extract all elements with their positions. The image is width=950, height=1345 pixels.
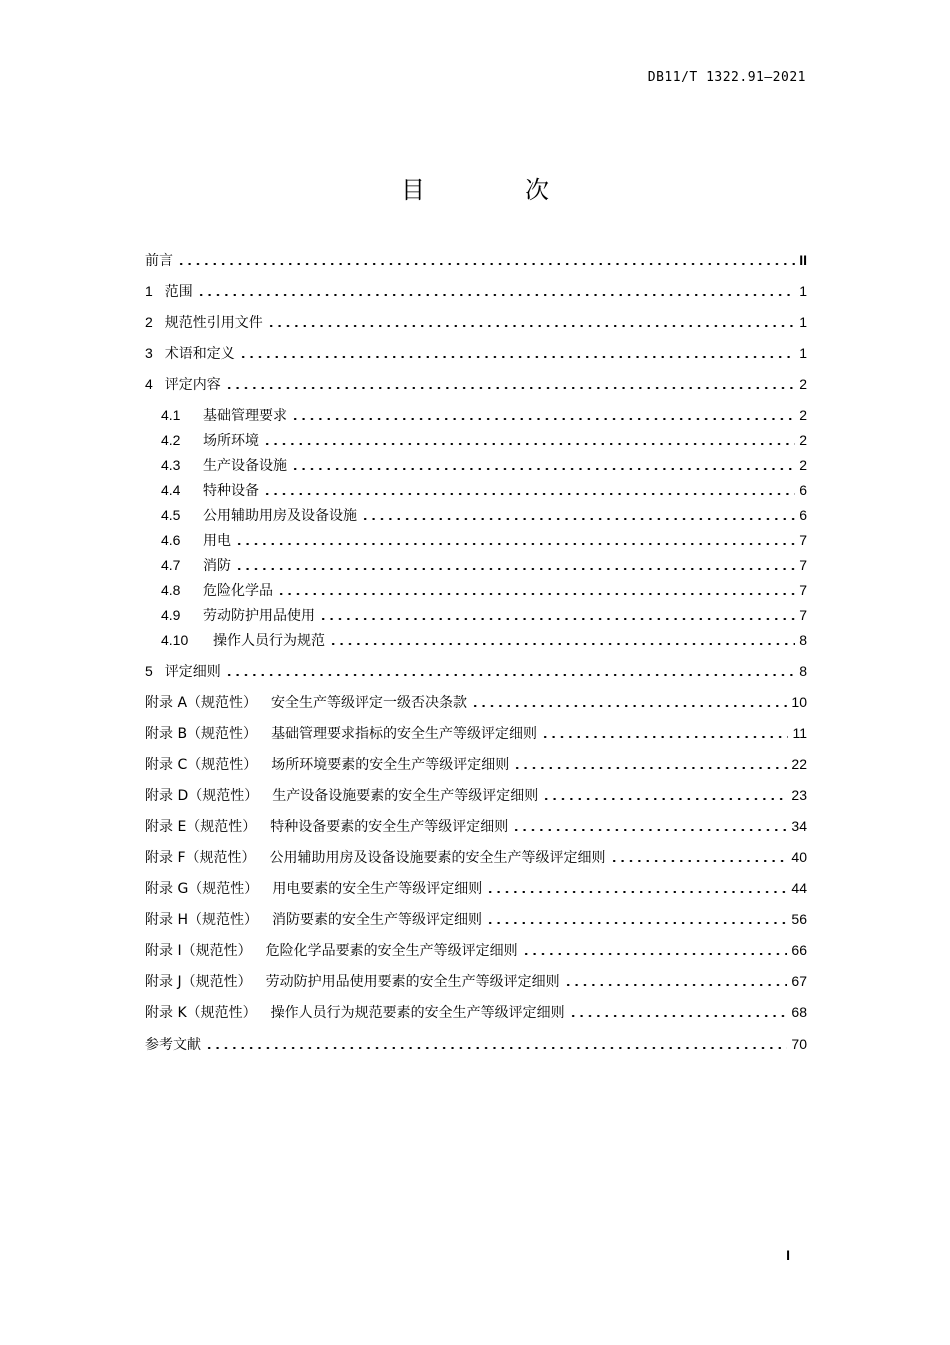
toc-entry-page: 68 — [791, 1004, 807, 1020]
toc-leader-dots — [263, 493, 795, 495]
toc-entry[interactable] — [145, 722, 807, 744]
toc-entry-number: 4.3 — [161, 457, 181, 473]
toc-leader-dots — [197, 294, 795, 296]
toc-entry-label: 规范性引用文件 — [164, 315, 263, 331]
toc-leader-dots — [522, 953, 788, 955]
toc-entry-page: 66 — [791, 942, 807, 958]
toc-entry[interactable] — [145, 1001, 807, 1023]
toc-entry[interactable] — [145, 342, 807, 364]
toc-leader-dots — [486, 891, 787, 893]
toc-entry-label: 危险化学品要素的安全生产等级评定细则 — [265, 943, 518, 959]
toc-entry-page: 2 — [799, 457, 807, 473]
toc-entry-page: 7 — [799, 532, 807, 548]
toc-entry-label: 术语和定义 — [164, 346, 235, 362]
toc-entry-label: 场所环境要素的安全生产等级评定细则 — [271, 757, 510, 773]
toc-entry-number: 1 — [145, 283, 153, 299]
toc-leader-dots — [291, 468, 795, 470]
document-code: DB11/T 1322.91—2021 — [647, 70, 806, 85]
toc-entry-label: 用电要素的安全生产等级评定细则 — [272, 881, 483, 897]
toc-entry-number: 4.4 — [161, 482, 181, 498]
toc-entry[interactable] — [145, 604, 807, 626]
toc-entry-appendix-prefix: 附录 B（规范性） — [145, 726, 258, 742]
toc-entry[interactable] — [145, 970, 807, 992]
toc-leader-dots — [564, 984, 788, 986]
toc-entry-page: 10 — [791, 694, 807, 710]
toc-leader-dots — [225, 387, 795, 389]
toc-entry-label: 基础管理要求指标的安全生产等级评定细则 — [271, 726, 538, 742]
toc-entry[interactable] — [145, 877, 807, 899]
toc-entry[interactable] — [145, 784, 807, 806]
toc-leader-dots — [235, 568, 795, 570]
toc-entry-label: 范围 — [164, 284, 193, 300]
toc-entry-page: 2 — [799, 407, 807, 423]
toc-entry-label: 危险化学品 — [203, 583, 273, 599]
toc-entry-page: II — [799, 252, 807, 268]
toc-entry-appendix-prefix: 附录 K（规范性） — [145, 1005, 257, 1021]
toc-entry-page: 22 — [791, 756, 807, 772]
toc-leader-dots — [486, 922, 787, 924]
toc-leader-dots — [541, 736, 788, 738]
toc-leader-dots — [235, 543, 795, 545]
toc-entry-appendix-prefix: 附录 I（规范性） — [145, 943, 252, 959]
toc-entry-appendix-prefix: 附录 H（规范性） — [145, 912, 258, 928]
toc-entry-page: 34 — [791, 818, 807, 834]
toc-entry-page: 8 — [799, 663, 807, 679]
toc-entry[interactable] — [145, 629, 807, 651]
toc-entry[interactable] — [145, 311, 807, 333]
toc-entry-label: 特种设备要素的安全生产等级评定细则 — [270, 819, 509, 835]
toc-entry-number: 4.6 — [161, 532, 181, 548]
toc-entry[interactable] — [145, 908, 807, 930]
toc-entry-label: 评定内容 — [164, 377, 221, 393]
toc-entry-page: 23 — [791, 787, 807, 803]
toc-entry-appendix-prefix: 附录 A（规范性） — [145, 695, 258, 711]
toc-leader-dots — [329, 643, 795, 645]
toc-leader-dots — [361, 518, 795, 520]
toc-entry-page: 7 — [799, 582, 807, 598]
toc-entry-appendix-prefix: 附录 F（规范性） — [145, 850, 256, 866]
toc-entry-page: 67 — [791, 973, 807, 989]
toc-leader-dots — [239, 356, 795, 358]
toc-entry[interactable] — [145, 579, 807, 601]
toc-leader-dots — [263, 443, 795, 445]
toc-entry-label: 场所环境 — [203, 433, 259, 449]
toc-entry-number: 4.9 — [161, 607, 181, 623]
toc-entry-label: 生产设备设施要素的安全生产等级评定细则 — [272, 788, 539, 804]
toc-entry-page: 7 — [799, 607, 807, 623]
toc-entry-page: 6 — [799, 507, 807, 523]
toc-leader-dots — [610, 860, 788, 862]
toc-entry-page: 11 — [792, 725, 807, 741]
toc-entry-label: 劳动防护用品使用要素的安全生产等级评定细则 — [265, 974, 560, 990]
toc-entry[interactable] — [145, 846, 807, 868]
toc-entry[interactable] — [145, 454, 807, 476]
toc-entry-label: 安全生产等级评定一级否决条款 — [271, 695, 468, 711]
toc-entry-page: 2 — [799, 432, 807, 448]
toc-entry-label: 消防 — [203, 558, 231, 574]
toc-entry-appendix-prefix: 附录 E（规范性） — [145, 819, 257, 835]
toc-entry-page: 6 — [799, 482, 807, 498]
toc-leader-dots — [319, 618, 795, 620]
toc-leader-dots — [512, 829, 787, 831]
toc-entry[interactable] — [145, 691, 807, 713]
toc-entry-number: 4.7 — [161, 557, 181, 573]
toc-entry-appendix-prefix: 附录 C（规范性） — [145, 757, 258, 773]
toc-entry-number: 5 — [145, 663, 153, 679]
toc-entry[interactable] — [145, 504, 807, 526]
toc-leader-dots — [267, 325, 795, 327]
toc-entry[interactable] — [145, 373, 807, 395]
toc-entry-label: 用电 — [203, 533, 231, 549]
toc-leader-dots — [513, 767, 787, 769]
toc-entry[interactable] — [145, 1033, 807, 1055]
toc-entry[interactable] — [145, 529, 807, 551]
toc-leader-dots — [225, 674, 795, 676]
toc-entry[interactable] — [145, 429, 807, 451]
toc-entry-page: 1 — [799, 314, 807, 330]
toc-entry-label: 公用辅助用房及设备设施要素的安全生产等级评定细则 — [269, 850, 606, 866]
toc-entry[interactable] — [145, 479, 807, 501]
toc-entry-number: 4.1 — [161, 407, 181, 423]
toc-entry-label: 生产设备设施 — [203, 458, 287, 474]
toc-entry-page: 8 — [799, 632, 807, 648]
toc-entry-page: 1 — [799, 283, 807, 299]
toc-entry-number: 4.10 — [161, 632, 189, 648]
toc-entry-appendix-prefix: 附录 J（规范性） — [145, 974, 252, 990]
toc-entry-label: 劳动防护用品使用 — [203, 608, 315, 624]
toc-entry-page: 40 — [791, 849, 807, 865]
toc-entry-label: 消防要素的安全生产等级评定细则 — [271, 912, 482, 928]
toc-entry-appendix-prefix: 附录 G（规范性） — [145, 881, 259, 897]
toc-entry[interactable] — [145, 753, 807, 775]
toc-entry[interactable] — [145, 660, 807, 682]
toc-entry-number: 4.2 — [161, 432, 181, 448]
toc-entry-label: 操作人员行为规范要素的安全生产等级评定细则 — [270, 1005, 565, 1021]
toc-leader-dots — [542, 798, 787, 800]
toc-entry-number: 3 — [145, 345, 153, 361]
toc-leader-dots — [569, 1015, 788, 1017]
toc-entry-number: 4.8 — [161, 582, 181, 598]
toc-entry-number: 4.5 — [161, 507, 181, 523]
toc-entry[interactable] — [145, 554, 807, 576]
toc-entry-page: 1 — [799, 345, 807, 361]
toc-entry[interactable] — [145, 249, 807, 271]
toc-entry-appendix-prefix: 附录 D（规范性） — [145, 788, 259, 804]
toc-leader-dots — [177, 263, 795, 265]
toc-entry-page: 70 — [791, 1036, 807, 1052]
toc-entry-label: 公用辅助用房及设备设施 — [203, 508, 357, 524]
toc-entry-label: 操作人员行为规范 — [213, 633, 325, 649]
toc-leader-dots — [471, 705, 787, 707]
toc-entry[interactable] — [145, 939, 807, 961]
page-number: I — [786, 1247, 790, 1263]
toc-entry-page: 44 — [791, 880, 807, 896]
toc-entry-number: 2 — [145, 314, 153, 330]
toc-leader-dots — [205, 1047, 787, 1049]
toc-entry-page: 2 — [799, 376, 807, 392]
toc-entry[interactable] — [145, 404, 807, 426]
toc-entry-label: 评定细则 — [164, 664, 221, 680]
toc-entry[interactable] — [145, 280, 807, 302]
toc-leader-dots — [291, 418, 795, 420]
toc-entry[interactable] — [145, 815, 807, 837]
toc-entry-page: 56 — [791, 911, 807, 927]
toc-entry-label: 特种设备 — [203, 483, 259, 499]
toc-entry-label: 基础管理要求 — [203, 408, 287, 424]
toc-entry-number: 4 — [145, 376, 153, 392]
toc-entry-label: 前言 — [145, 253, 173, 269]
toc-leader-dots — [277, 593, 795, 595]
toc-entry-page: 7 — [799, 557, 807, 573]
toc-entry-label: 参考文献 — [145, 1037, 201, 1053]
toc-title: 目 次 — [401, 176, 587, 204]
